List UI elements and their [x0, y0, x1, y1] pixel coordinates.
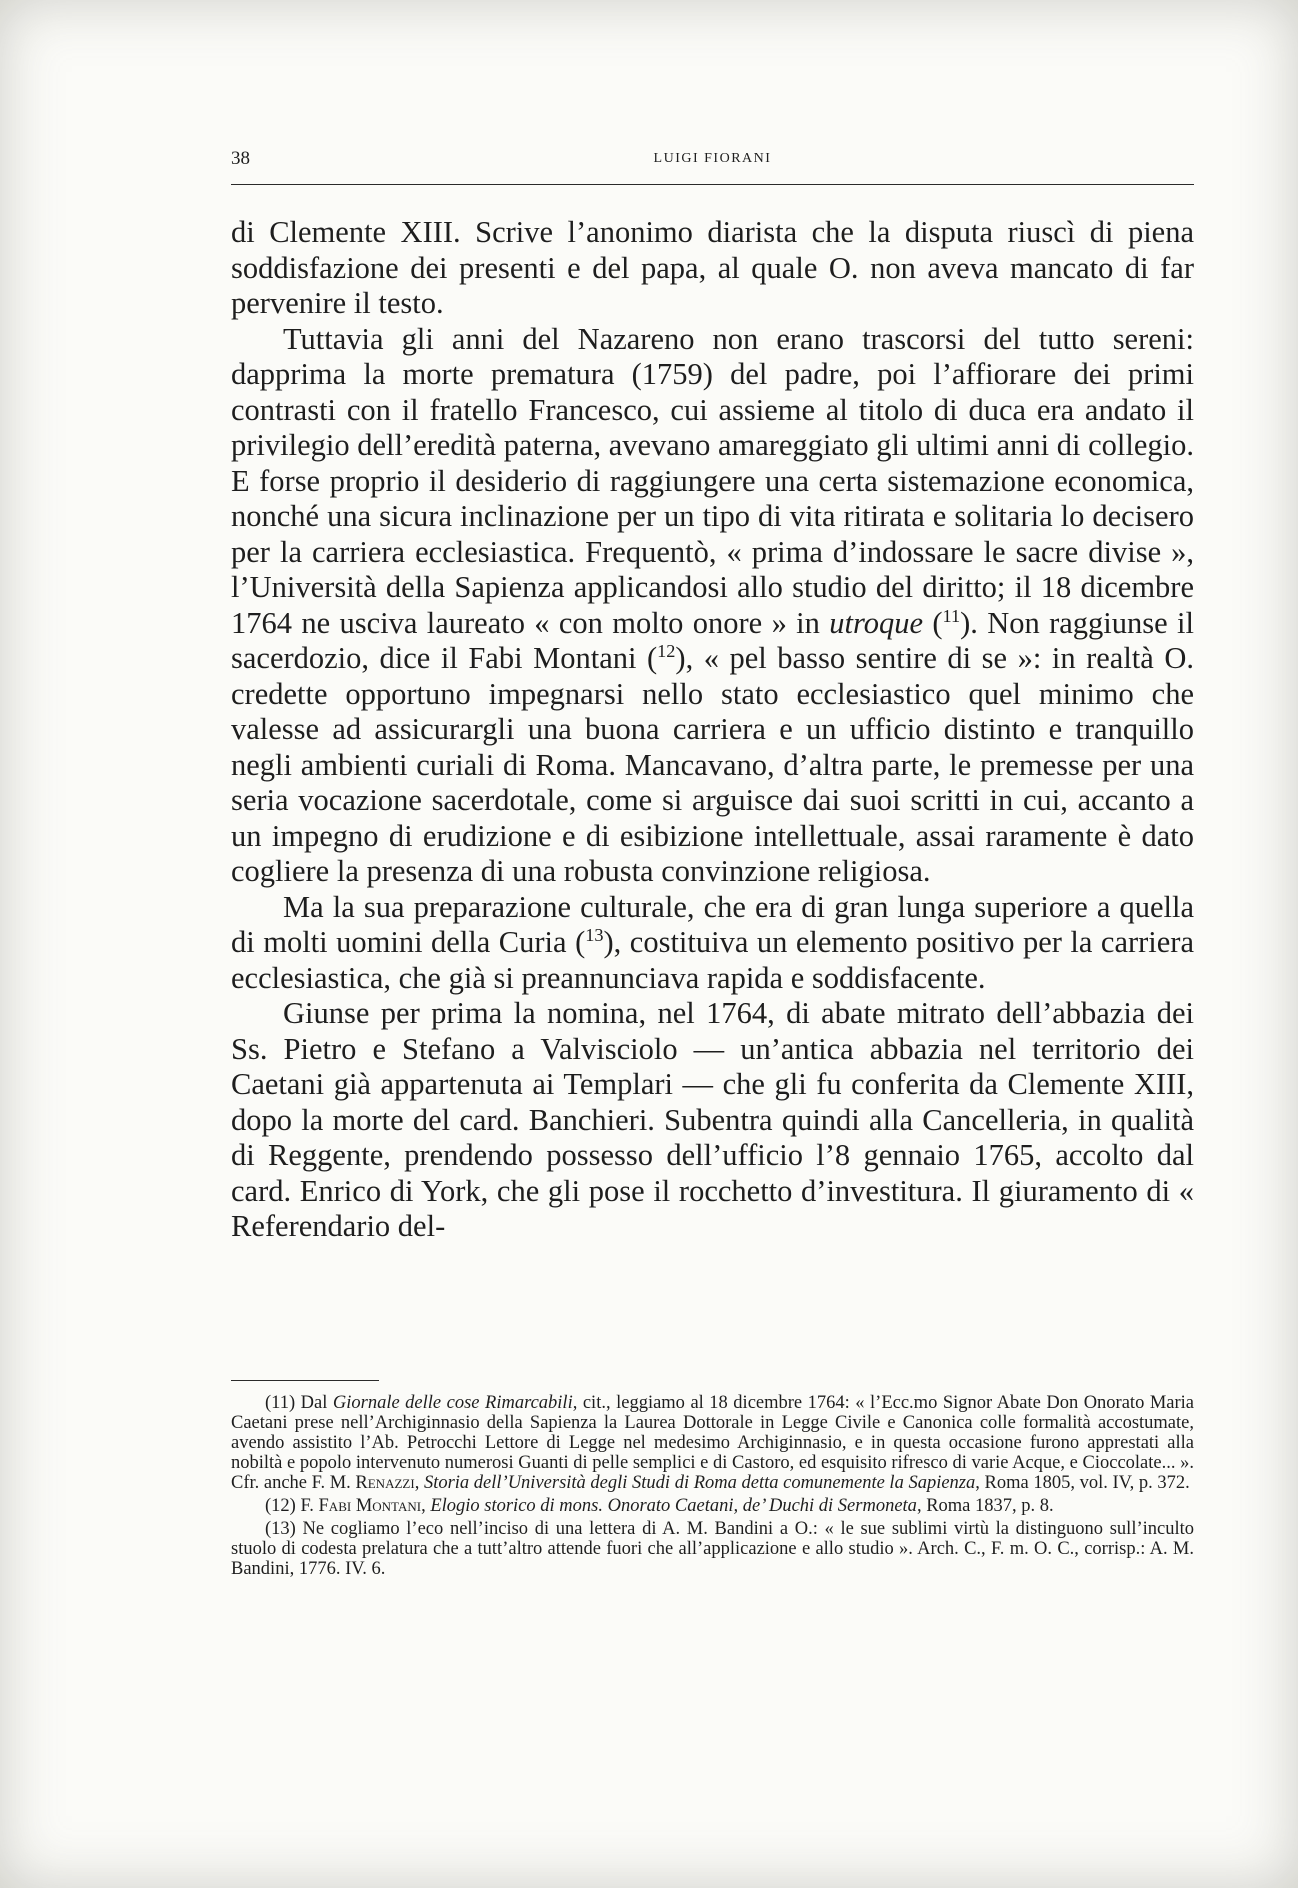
italic-utroque: utroque: [829, 605, 923, 640]
footnote-text: , Roma 1805, vol. IV, p. 372.: [975, 1473, 1190, 1493]
footnote-text: Dal: [295, 1393, 333, 1413]
paragraph-2: [231, 322, 1194, 890]
footnote-number: (13): [265, 1519, 296, 1539]
paragraph-2-text-a: Tuttavia gli anni del Nazareno non erano trascorsi del tutto sereni: dapprima la morte prematura (1759) del padre, poi l’affiorare dei primi contrasti con il fratello Francesco, cui assieme al titolo di duca era andato il privilegio dell’eredità paterna, avevano amareggiato gli ultimi anni di collegio. E forse proprio il desiderio di raggiungere una certa sistemazione economica, nonché una sicura inclinazione per un tipo di vita ritirata e solitaria lo decisero per la carriera ecclesiastica. Frequentò, « prima d’indossare le sacre divise », l’Università della Sapienza applicandosi allo studio del diritto; il 18 dicembre 1764 ne usciva laureato « con molto onore » in: [231, 321, 1194, 640]
footnote-12: [231, 1496, 1194, 1516]
footnote-author: Fabi Montani: [318, 1496, 422, 1516]
paragraph-2-text-c: ), « pel basso sentire di se »: in realtà O. credette opportuno impegnarsi nello stato ecclesiastico quel minimo che valesse ad assicurargli una buona carriera e un ufficio distinto e tranquillo negli ambienti curiali di Roma. Mancavano, d’altra parte, le premesse per una seria vocazione sacerdotale, come si arguisce dai suoi scritti in cui, accanto a un impegno di erudizione e di esibizione intellettuale, assai raramente è dato cogliere la presenza di una robusta convinzione religiosa.: [231, 641, 1194, 888]
footnote-number: (12): [265, 1496, 296, 1516]
paragraph-3-text-a: Ma la sua preparazione culturale, che era di gran lunga superiore a quella di molti uomini della Curia (: [231, 889, 1194, 959]
paren-open: (: [922, 605, 943, 640]
running-head: LUIGI FIORANI: [653, 151, 772, 166]
footnote-number: (11): [265, 1393, 296, 1413]
body-text: [231, 215, 1194, 1245]
paragraph-1: di Clemente XIII. Scrive l’anonimo diarista che la disputa riuscì di piena soddisfazione dei presenti e del papa, al quale O. non aveva mancato di far pervenire il testo.: [231, 215, 1194, 320]
paragraph-3: [231, 890, 1194, 997]
footnotes: [231, 1393, 1194, 1582]
paragraph-2-text-b: Non raggiunse il sacerdozio, dice il Fabi Montani (: [231, 605, 1194, 675]
footnote-text: F.: [295, 1496, 319, 1516]
footnote-ref-12: 12: [657, 640, 676, 661]
paren-close: ).: [960, 605, 978, 640]
footnote-11: [231, 1393, 1194, 1493]
footnote-title: Giornale delle cose Rimarcabili: [332, 1393, 573, 1413]
footnote-text: ,: [414, 1473, 424, 1493]
footnote-text: , Roma 1837, p. 8.: [916, 1496, 1054, 1516]
footnote-ref-13: 13: [585, 924, 604, 945]
footnote-divider: [231, 1380, 379, 1381]
footnote-13: [231, 1519, 1194, 1579]
page-number: 38: [231, 148, 250, 169]
footnote-ref-11: 11: [942, 605, 961, 626]
footnote-text: , cit., leggiamo al 18 dicembre 1764: « l’Ecc.mo Signor Abate Don Onorato Maria Caetani prese nell’Archiginnasio della Sapienza la Laurea Dottorale in Legge Civile e Canonica colle formalità accostumate, avendo assistito l’Ab. Petrocchi Lettore di Legge nel medesimo Archiginnasio, e in questa occasione furono apprestati alla nobiltà e popolo intervenuto numerosi Guanti di pelle semplici e di Castoro, ed esquisito rifresco di varie Acque, e Cioccolate... ». Cfr. anche F. M.: [231, 1393, 1194, 1493]
page-header: [231, 148, 1194, 185]
footnote-text: ,: [421, 1496, 431, 1516]
paragraph-3-text-b: ), costituiva un elemento positivo per la carriera ecclesiastica, che già si preannunciava rapida e soddisfacente.: [231, 925, 1195, 995]
paragraph-4: Giunse per prima la nomina, nel 1764, di abate mitrato dell’abbazia dei Ss. Pietro e Stefano a Valvisciolo — un’antica abbazia nel territorio dei Caetani già appartenuta ai Templari — che gli fu conferita da Clemente XIII, dopo la morte del card. Banchieri. Subentra quindi alla Cancelleria, in qualità di Reggente, prendendo possesso dell’ufficio l’8 gennaio 1765, accolto dal card. Enrico di York, che gli pose il rocchetto d’investitura. Il giuramento di « Referendario del-: [231, 996, 1194, 1243]
footnote-text: Ne cogliamo l’eco nell’inciso di una lettera di A. M. Bandini a O.: « le sue sublimi virtù la distinguono sull’inculto stuolo di codesta prelatura che a tutt’altro attende fuori che all’applicazione e allo studio ». Arch. C., F. m. O. C., corrisp.: A. M. Bandini, 1776. IV. 6.: [231, 1519, 1194, 1579]
footnote-title: Storia dell’Università degli Studi di Roma detta comunemente la Sapienza: [423, 1473, 976, 1493]
footnote-title: Elogio storico di mons. Onorato Caetani, de’ Duchi di Sermoneta: [430, 1496, 917, 1516]
footnote-author: Renazzi: [355, 1473, 415, 1493]
